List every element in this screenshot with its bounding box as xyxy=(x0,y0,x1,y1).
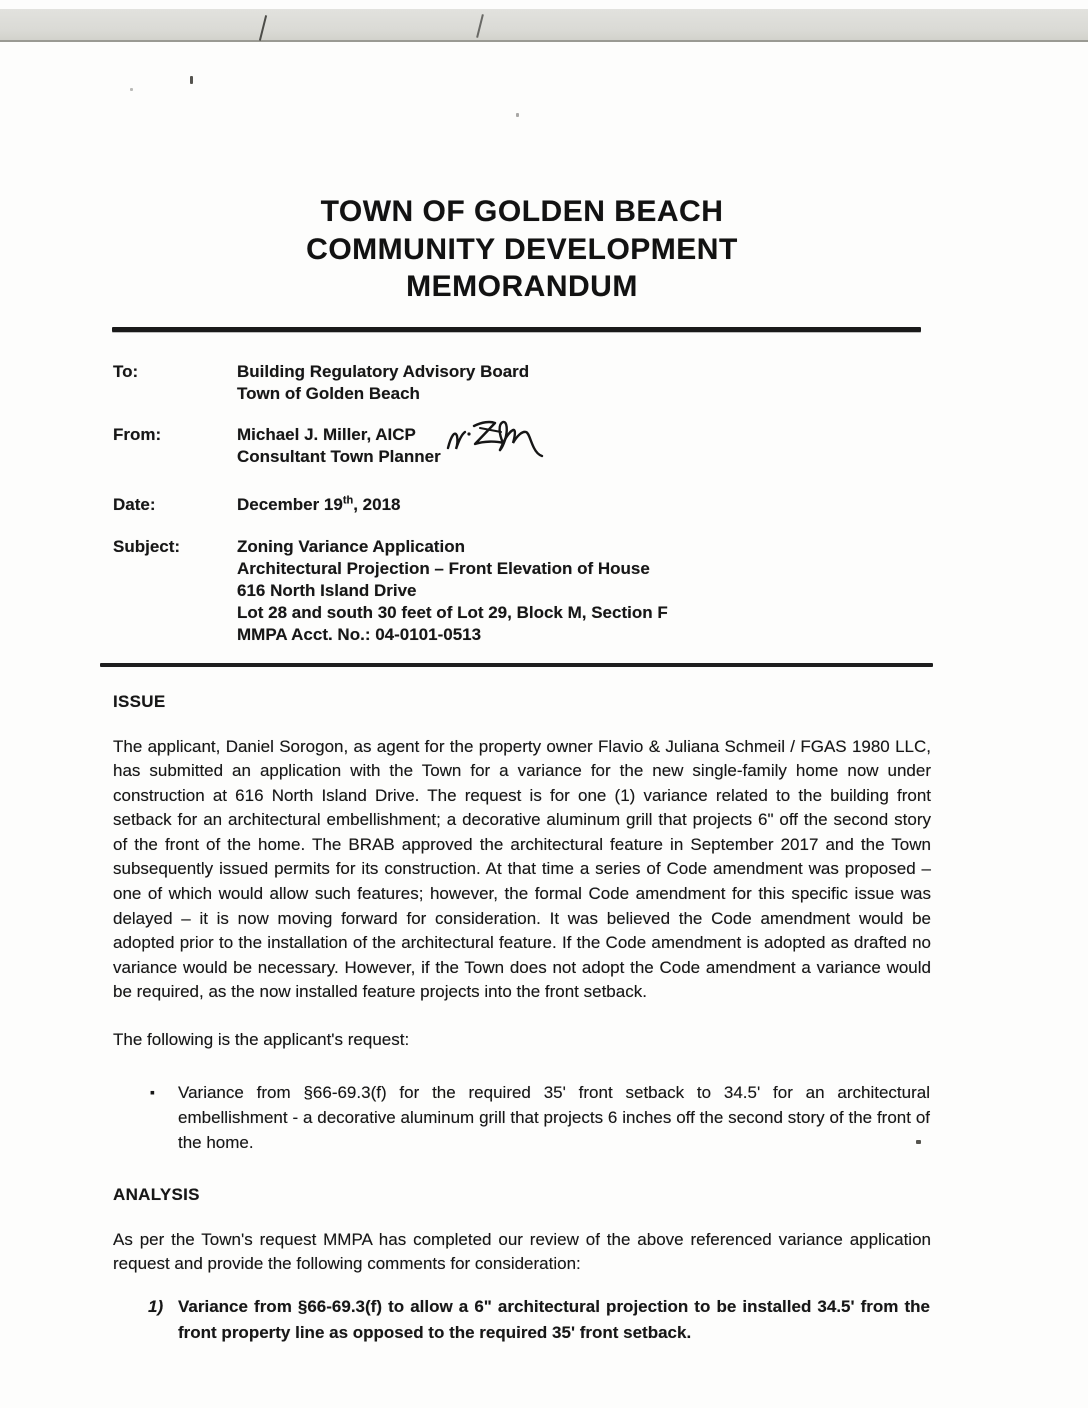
subject-line-3: 616 North Island Drive xyxy=(237,580,417,600)
date-value: December 19th, 2018 xyxy=(237,493,401,514)
variance-request-bullet xyxy=(113,1080,931,1155)
document-title xyxy=(113,193,931,306)
date-ordinal-suffix: th xyxy=(342,493,354,506)
subject-label: Subject: xyxy=(113,536,181,556)
subject-line-2: Architectural Projection – Front Elevation of House xyxy=(237,558,650,578)
analysis-section-heading: ANALYSIS xyxy=(113,1184,200,1204)
memo-field-to xyxy=(113,361,931,405)
to-value-line-2: Town of Golden Beach xyxy=(237,383,420,403)
memo-header-block xyxy=(113,361,931,646)
bullet-marker-icon: ▪ xyxy=(150,1083,155,1100)
analysis-item-1 xyxy=(113,1294,931,1346)
bullet-text: Variance from §66-69.3(f) for the required 35' front setback to 34.5' for an architectural embellishment - a decorative aluminum grill that projects 6 inches off the second story of the front of the home. xyxy=(178,1082,930,1152)
memo-field-date xyxy=(113,494,931,516)
memo-field-subject xyxy=(113,536,931,646)
subject-line-5: MMPA Acct. No.: 04-0101-0513 xyxy=(237,624,482,644)
date-label: Date: xyxy=(113,494,156,514)
subject-divider-rule xyxy=(100,663,933,667)
to-label: To: xyxy=(113,361,139,381)
to-value-line-1: Building Regulatory Advisory Board xyxy=(237,361,530,381)
subject-line-4: Lot 28 and south 30 feet of Lot 29, Block M, Section F xyxy=(237,602,668,622)
title-line-2: COMMUNITY DEVELOPMENT xyxy=(306,232,738,266)
signature-scribble-icon xyxy=(444,408,544,464)
memo-field-from xyxy=(113,424,931,468)
header-divider-rule xyxy=(112,327,921,332)
issue-section-heading: ISSUE xyxy=(113,691,166,711)
issue-paragraph: The applicant, Daniel Sorogon, as agent for the property owner Flavio & Juliana Schmeil / FGAS 1980 LLC, has submitted an application with the Town for a variance for the new single-family home now under construction at 616 North Island Drive. The request is for one (1) variance related to the building front setback for an architectural embellishment; a decorative aluminum grill that projects 6" off the second story of the front of the home. The BRAB approved the architectural feature in September 2017 and the Town subsequently issued permits for its construction. At that time a series of Code amendment was proposed – one of which would allow such features; however, the formal Code amendment for this specific issue was delayed – it is now moving forward for consideration. It was believed the Code amendment would be adopted prior to the installation of the architectural feature. If the Code amendment is adopted as drafted no variance would be necessary. However, if the Town does not adopt the Code amendment a variance would be required, as the now installed feature projects into the front setback. xyxy=(113,736,931,1002)
analysis-paragraph: As per the Town's request MMPA has completed our review of the above referenced variance application request and provide the following comments for consideration: xyxy=(113,1229,931,1274)
title-line-3: MEMORANDUM xyxy=(406,270,638,303)
from-label: From: xyxy=(113,424,162,444)
item-number: 1) xyxy=(148,1296,164,1316)
from-value-line-2: Consultant Town Planner xyxy=(237,446,441,466)
from-value-line-1: Michael J. Miller, AICP xyxy=(237,424,416,444)
subject-line-1: Zoning Variance Application xyxy=(237,536,465,556)
applicant-request-intro: The following is the applicant's request: xyxy=(113,1030,410,1050)
title-line-1: TOWN OF GOLDEN BEACH xyxy=(320,195,724,228)
item-text: Variance from §66-69.3(f) to allow a 6" architectural projection to be installed 34.5' from the front property line as opposed to the required 35' front setback. xyxy=(178,1296,930,1342)
